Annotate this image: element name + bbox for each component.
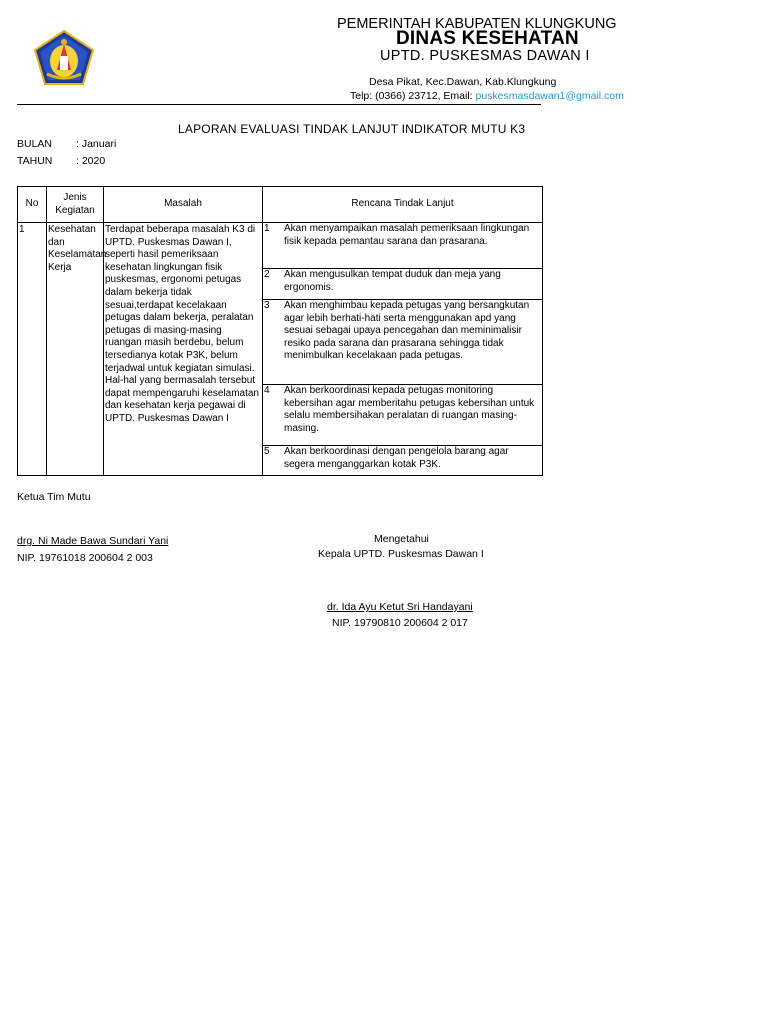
header-department: DINAS KESEHATAN <box>396 28 579 49</box>
kepala-nip: NIP. 19790810 200604 2 017 <box>332 617 468 629</box>
plan-number: 4 <box>264 385 270 396</box>
meta-bulan-label: BULAN <box>17 138 53 150</box>
plan-text: Akan mengusulkan tempat duduk dan meja yang ergonomis. <box>284 269 501 293</box>
regency-logo-icon <box>33 30 95 86</box>
plan-number: 2 <box>264 269 270 280</box>
header-telp: Telp: (0366) 23712, Email: <box>350 90 476 102</box>
header-no: No <box>18 187 47 223</box>
header-masalah: Masalah <box>104 187 263 223</box>
header-rencana: Rencana Tindak Lanjut <box>263 187 543 223</box>
plan-number: 3 <box>264 300 270 311</box>
meta-tahun-label: TAHUN <box>17 155 53 167</box>
cell-jenis <box>47 223 107 476</box>
cell-plan-1 <box>263 223 543 269</box>
cell-no <box>18 223 47 476</box>
cell-masalah-text: Terdapat beberapa masalah K3 di UPTD. Puskesmas Dawan I, seperti hasil pemeriksaan kesehatan lingkungan fisik puskesmas, ergonomi petugas dalam bekerja tidak sesuai,terdapat kecelakaan petugas dalam bekerja, peralatan petugas di masing-masing ruangan masih berdebu, belum tersedianya kotak P3K, belum terjadwal untuk kegiatan simulasi. Hal-hal yang bermasalah tersebut dapat mempengaruhi keselamatan dan kesehatan kerja pegawai di UPTD. Puskesmas Dawan I <box>105 224 259 424</box>
header-divider <box>17 104 541 105</box>
table-header-row <box>18 187 543 223</box>
plan-text: Akan menghimbau kepada petugas yang bersangkutan agar lebih berhati-hati serta menggunakan apd yang sesuai sebagai upaya pencegahan dan meminimalisir resiko pada sarana dan prasarana sehingga tidak menimbulkan kecelakaan pada petugas. <box>284 300 530 362</box>
plan-text: Akan menyampaikan masalah pemeriksaan lingkungan fisik kepada pemantau sarana dan prasarana. <box>284 223 530 247</box>
plan-text: Akan berkoordinasi dengan pengelola barang agar segera menganggarkan kotak P3K. <box>284 446 509 470</box>
ketua-label: Ketua Tim Mutu <box>17 491 91 503</box>
cell-no-text: 1 <box>19 224 25 235</box>
meta-tahun-value: : 2020 <box>76 155 106 167</box>
header-jenis-kegiatan: Jenis Kegiatan <box>47 187 104 223</box>
kepala-name: dr. Ida Ayu Ketut Sri Handayani <box>327 601 473 613</box>
cell-plan-5 <box>263 446 543 476</box>
ketua-name: drg. Ni Made Bawa Sundari Yani <box>17 535 169 547</box>
report-title: LAPORAN EVALUASI TINDAK LANJUT INDIKATOR MUTU K3 <box>178 122 526 136</box>
mengetahui-label: Mengetahui <box>374 533 429 545</box>
cell-plan-3 <box>263 300 543 385</box>
header-government: PEMERINTAH KABUPATEN KLUNGKUNG <box>337 16 617 32</box>
header-email-link[interactable]: puskesmasdawan1@gmail.com <box>475 90 624 102</box>
meta-bulan-value: : Januari <box>76 138 117 150</box>
header-contact <box>350 90 624 102</box>
evaluation-table <box>17 186 543 476</box>
cell-plan-2 <box>263 269 543 300</box>
cell-jenis-text: Kesehatan dan Keselamatan Kerja <box>48 224 107 273</box>
kepala-label: Kepala UPTD. Puskesmas Dawan I <box>318 548 484 560</box>
ketua-nip: NIP. 19761018 200604 2 003 <box>17 552 153 564</box>
header-address: Desa Pikat, Kec.Dawan, Kab.Klungkung <box>369 76 557 88</box>
cell-masalah <box>104 223 263 476</box>
plan-number: 1 <box>264 223 270 234</box>
table-row <box>18 223 543 269</box>
cell-plan-4 <box>263 385 543 446</box>
plan-number: 5 <box>264 446 270 457</box>
plan-text: Akan berkoordinasi kepada petugas monitoring kebersihan agar memberitahu petugas kebersihan untuk selalu membersihakan peralatan di ruangan masing-masing. <box>284 385 535 434</box>
header-unit: UPTD. PUSKESMAS DAWAN I <box>380 48 590 64</box>
